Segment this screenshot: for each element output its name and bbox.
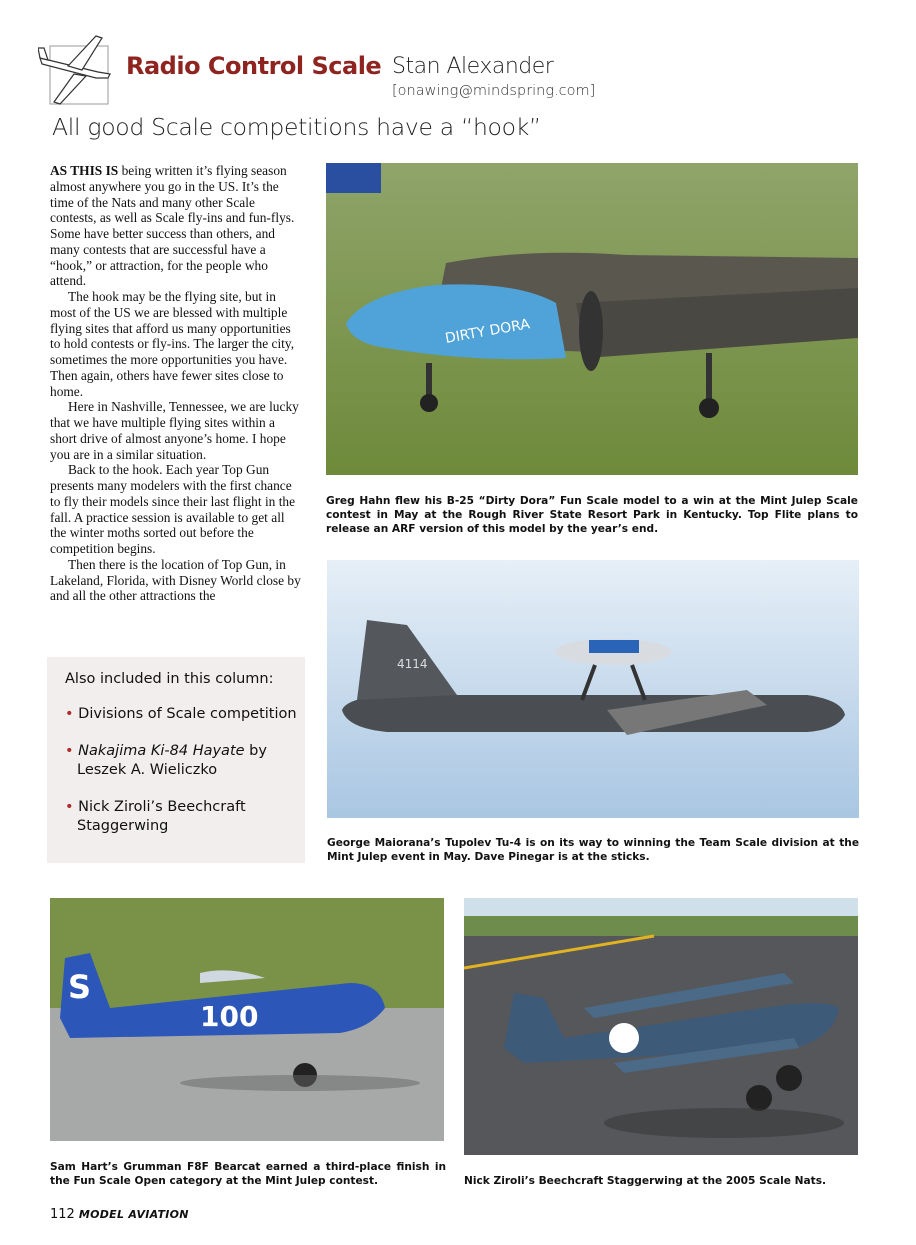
photo-b25-dirty-dora (326, 163, 858, 475)
aircraft-number: 100 (200, 1000, 259, 1033)
author-name: Stan Alexander (392, 54, 554, 79)
photo-bearcat (50, 898, 444, 1141)
author-email: [onawing@mindspring.com] (392, 83, 596, 99)
caption-bearcat: Sam Hart’s Grumman F8F Bearcat earned a third-place finish in the Fun Scale Open category at the Mint Julep contest. (50, 1161, 446, 1187)
sidebar-item (65, 742, 305, 780)
caption-b25: Greg Hahn flew his B-25 “Dirty Dora” Fun Scale model to a win at the Mint Julep Scale contest in May at the Rough River State Resort Park in Kentucky. Top Flite plans to release an ARF version of this model by the year’s end. (326, 495, 858, 535)
bullet: • (65, 799, 79, 815)
sidebar-item-text: Divisions of Scale competition (78, 706, 297, 722)
bullet: • (65, 706, 79, 722)
paragraph: Then there is the location of Top Gun, in Lakeland, Florida, with Disney World close by and all the other attractions the (50, 556, 301, 604)
page-number: 112 (50, 1207, 75, 1222)
paragraph: Here in Nashville, Tennessee, we are lucky that we have multiple flying sites within a short drive of almost anyone’s home. I hope you are in a similar situation. (50, 399, 299, 462)
tail-letter: S (68, 968, 92, 1006)
nose-art-text: DIRTY DORA (443, 316, 532, 347)
paragraph: The hook may be the flying site, but in most of the US we are blessed with multiple flying sites that afford us many opportunities to hold contests or fly-ins. The larger the city, sometimes the more opportunities you have. Then again, others have fewer sites close to home. (50, 289, 295, 399)
photo-staggerwing (464, 898, 858, 1155)
page-footer (50, 1207, 189, 1222)
lead-in: AS THIS IS (50, 163, 119, 178)
sidebar-item (65, 798, 305, 836)
also-included-sidebar (47, 657, 305, 863)
airplane-logo-icon (38, 32, 112, 106)
sidebar-item (65, 705, 305, 724)
column-title: Radio Control Scale (126, 52, 382, 80)
sidebar-item-text: by Leszek A. Wieliczko (77, 743, 267, 778)
sidebar-item-italic: Nakajima Ki-84 Hayate (78, 743, 245, 759)
photo-tu4 (327, 560, 859, 818)
sidebar-item-text: Nick Ziroli’s Beechcraft Staggerwing (77, 799, 246, 834)
paragraph-text: being written it’s flying season almost anywhere you go in the US. It’s the time of the Nats and many other Scale contests, as well as Scale fly-ins and fun-flys. Some have better success than others, and many contests that are successful have a “hook,” or attraction, for the people who attend. (50, 163, 295, 289)
headline: All good Scale competitions have a “hook” (52, 113, 541, 141)
caption-staggerwing: Nick Ziroli’s Beechcraft Staggerwing at the 2005 Scale Nats. (464, 1175, 827, 1187)
sidebar-title: Also included in this column: (65, 671, 274, 687)
magazine-name: MODEL AVIATION (78, 1208, 189, 1221)
bullet: • (65, 743, 79, 759)
paragraph: Back to the hook. Each year Top Gun presents many modelers with the first chance to fly their models since their last flight in the fall. A practice session is available to get all the winter moths sorted out before the competition begins. (50, 462, 296, 556)
paragraph (50, 163, 302, 289)
tail-number: 4114 (397, 657, 428, 671)
article-body (50, 163, 302, 604)
caption-tu4: George Maiorana’s Tupolev Tu-4 is on its way to winning the Team Scale division at the Mint Julep event in May. Dave Pinegar is at the sticks. (327, 837, 859, 863)
